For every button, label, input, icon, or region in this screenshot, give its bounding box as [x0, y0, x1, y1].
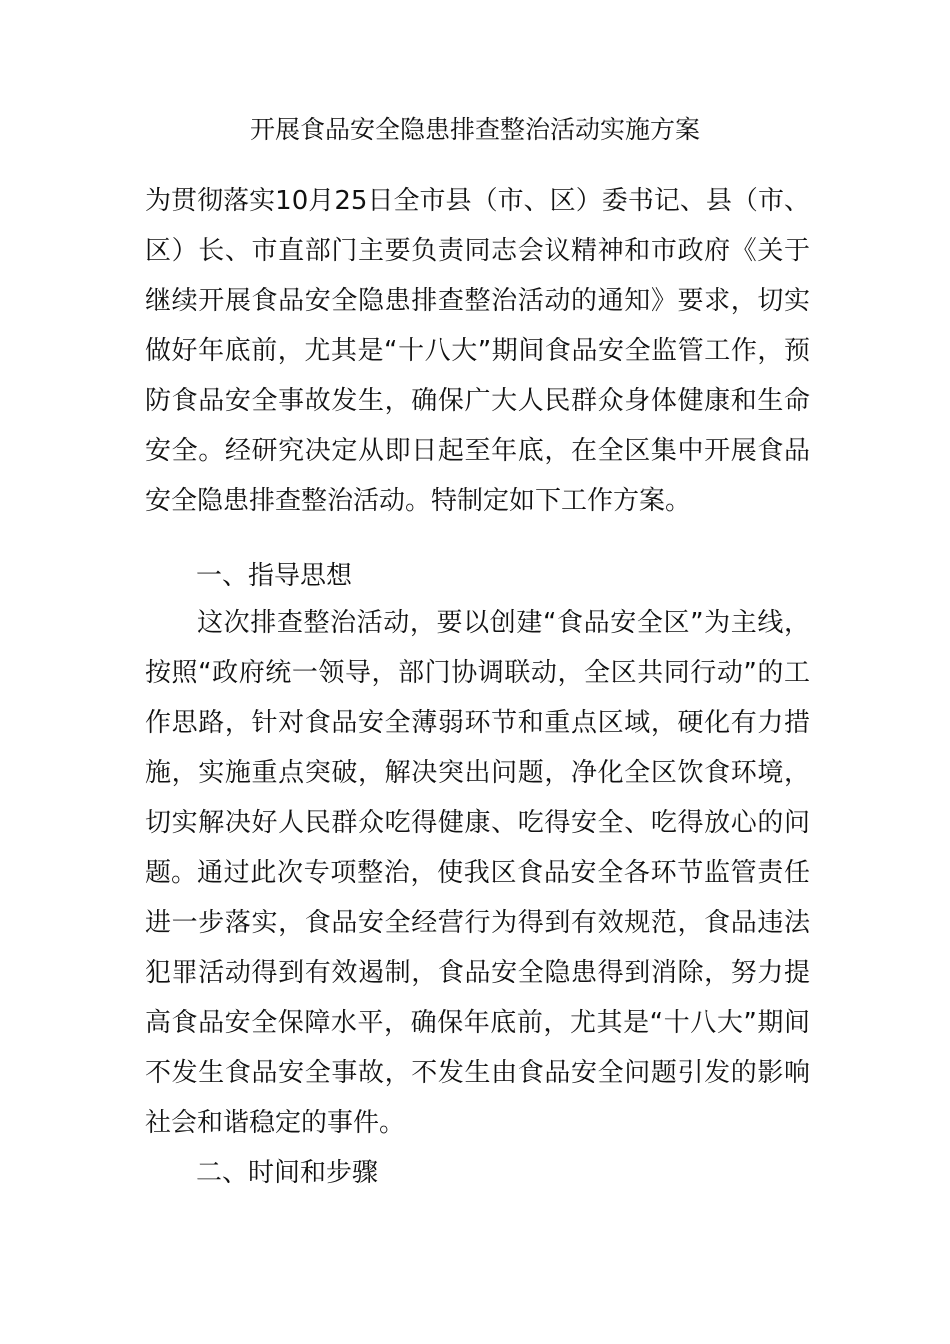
section-heading-guiding-ideology: 一、指导思想	[196, 561, 353, 591]
guiding-ideology-paragraph-1: 这次排查整治活动，要以创建“食品安全区”为主线，按照“政府统一领导，部门协调联动，全区共同行动”的工作思路，针对食品安全薄弱环节和重点区域，硬化有力措施，实施重点突破，解决突出问题，净化全区饮食环境，切实解决好人民群众吃得健康、吃得安全、吃得放心的问题。	[145, 608, 810, 888]
guiding-ideology-paragraph-2: 通过此次专项整治，使我区食品安全各环节监管责任进一步落实，食品安全经营行为得到有效规范，食品违法犯罪活动得到有效遏制，食品安全隐患得到消除，努力提高食品安全保障水平，确保年底前，尤其是“十八大”期间不发生食品安全事故，不发生由食品安全问题引发的影响社会和谐稳定的事件。	[145, 858, 810, 1138]
section-heading-time-and-steps: 二、时间和步骤	[196, 1158, 379, 1188]
intro-paragraph: 为贯彻落实10月25日全市县（市、区）委书记、县（市、区）长、市直部门主要负责同志会议精神和市政府《关于继续开展食品安全隐患排查整治活动的通知》要求，切实做好年底前，尤其是“十八大”期间食品安全监管工作，预防食品安全事故发生，确保广大人民群众身体健康和生命安全。经研究决定从即日起至年底，在全区集中开展食品安全隐患排查整治活动。特制定如下工作方案。	[145, 186, 810, 516]
document-title: 开展食品安全隐患排查整治活动实施方案	[249, 115, 700, 144]
